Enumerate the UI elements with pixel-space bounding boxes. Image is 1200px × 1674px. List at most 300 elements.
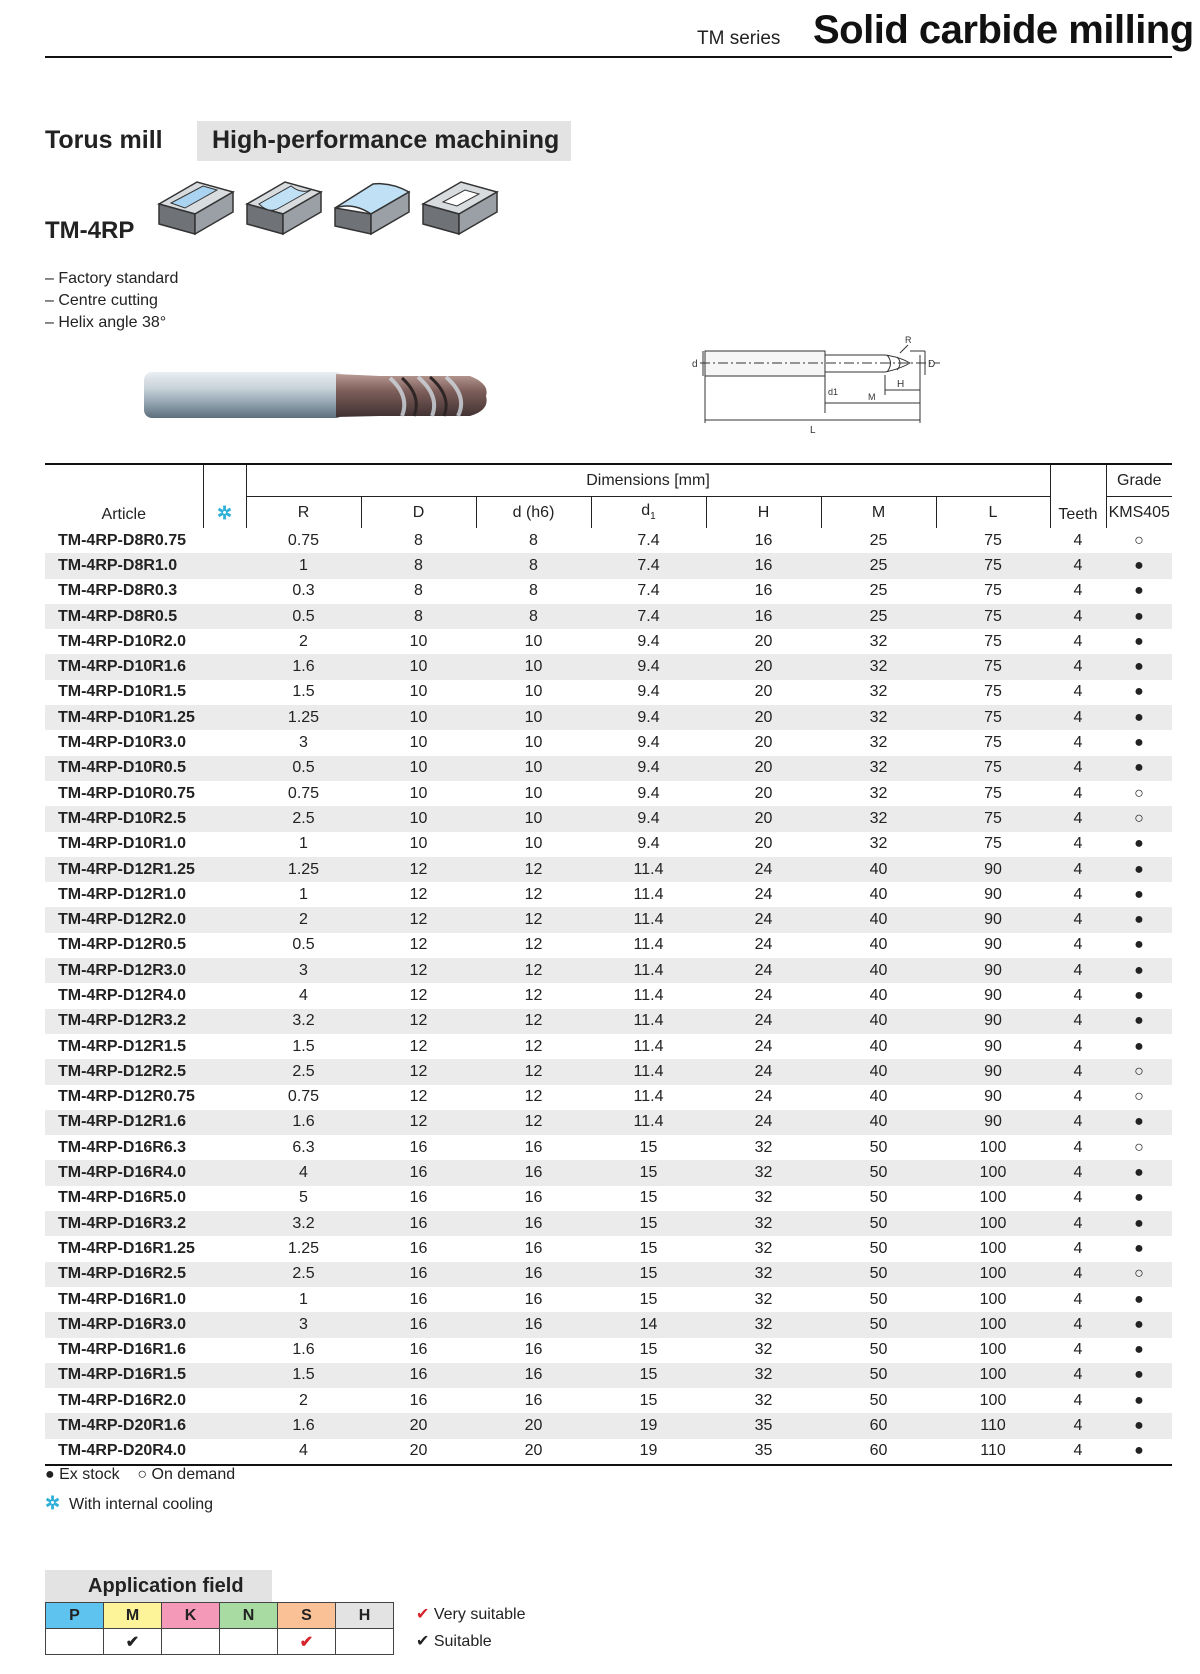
cell-article: TM-4RP-D16R1.5 bbox=[45, 1363, 203, 1388]
cell-H: 24 bbox=[706, 907, 821, 932]
cell-R: 0.75 bbox=[287, 1088, 320, 1106]
cell-grade: ● bbox=[1106, 1363, 1172, 1388]
cell-D: 10 bbox=[361, 705, 476, 730]
cell-R: 1 bbox=[299, 885, 308, 903]
cell-article: TM-4RP-D12R4.0 bbox=[58, 986, 187, 1004]
cell-article: TM-4RP-D16R1.25 bbox=[58, 1239, 195, 1257]
col-header-M: M bbox=[821, 497, 936, 529]
cell-M: 32 bbox=[869, 835, 888, 853]
cell-article: TM-4RP-D10R3.0 bbox=[58, 734, 187, 752]
cell-grade: ● bbox=[1134, 1037, 1144, 1055]
cell-teeth: 4 bbox=[1073, 734, 1083, 752]
stock-legend bbox=[45, 1466, 235, 1484]
cell-teeth: 4 bbox=[1073, 1341, 1083, 1359]
cell-H: 32 bbox=[754, 1341, 773, 1359]
cell-article: TM-4RP-D10R1.6 bbox=[45, 654, 203, 679]
cell-cooling bbox=[203, 958, 246, 983]
cell-teeth: 4 bbox=[1050, 1363, 1106, 1388]
cell-R: 4 bbox=[246, 1160, 361, 1185]
u-slot-icon bbox=[247, 182, 321, 234]
cell-cooling bbox=[203, 1085, 246, 1110]
cell-D: 16 bbox=[409, 1239, 428, 1257]
cell-L: 75 bbox=[936, 756, 1050, 781]
cell-d-h6: 12 bbox=[476, 1059, 591, 1084]
suitability-mark-n bbox=[220, 1629, 278, 1655]
cell-H: 24 bbox=[706, 857, 821, 882]
table-row bbox=[45, 907, 1172, 932]
cell-d1: 19 bbox=[591, 1439, 706, 1465]
cell-D: 8 bbox=[414, 582, 423, 600]
cell-R: 1.25 bbox=[246, 705, 361, 730]
cell-article: TM-4RP-D12R0.75 bbox=[58, 1088, 195, 1106]
cell-article: TM-4RP-D12R1.5 bbox=[58, 1037, 187, 1055]
cell-H: 20 bbox=[754, 683, 773, 701]
cell-H: 32 bbox=[754, 1138, 773, 1156]
cell-d1: 15 bbox=[639, 1239, 658, 1257]
table-row bbox=[45, 1338, 1172, 1363]
header-rule bbox=[45, 56, 1172, 58]
cell-H: 24 bbox=[706, 958, 821, 983]
cell-D: 12 bbox=[409, 1037, 428, 1055]
cell-article: TM-4RP-D16R1.6 bbox=[58, 1341, 187, 1359]
table-row bbox=[45, 1009, 1172, 1034]
cell-cooling bbox=[203, 1009, 246, 1034]
cell-teeth: 4 bbox=[1073, 986, 1083, 1004]
cell-R: 0.75 bbox=[287, 531, 320, 549]
cell-D: 10 bbox=[409, 632, 428, 650]
cell-article: TM-4RP-D10R2.5 bbox=[45, 806, 203, 831]
table-row bbox=[45, 983, 1172, 1008]
cell-d1: 15 bbox=[591, 1363, 706, 1388]
cell-grade: ○ bbox=[1106, 1262, 1172, 1287]
cell-D: 16 bbox=[409, 1290, 428, 1308]
cell-d-h6: 10 bbox=[524, 632, 543, 650]
cell-H: 24 bbox=[754, 1088, 773, 1106]
cell-D: 10 bbox=[409, 835, 428, 853]
cell-L: 100 bbox=[979, 1290, 1007, 1308]
cell-L: 90 bbox=[936, 1009, 1050, 1034]
cell-grade: ● bbox=[1134, 986, 1144, 1004]
cell-M: 60 bbox=[821, 1413, 936, 1438]
cell-R: 1.25 bbox=[246, 857, 361, 882]
cell-R: 4 bbox=[246, 1439, 361, 1465]
table-row bbox=[45, 1363, 1172, 1388]
tool-photo bbox=[140, 366, 500, 426]
cell-grade: ● bbox=[1106, 1160, 1172, 1185]
cell-grade: ● bbox=[1134, 835, 1144, 853]
very-suitable-mark: ✔ bbox=[416, 1606, 430, 1623]
cell-cooling bbox=[203, 1211, 246, 1236]
cell-H: 16 bbox=[754, 582, 773, 600]
table-row bbox=[45, 1236, 1172, 1261]
cell-d1: 15 bbox=[639, 1391, 658, 1409]
cell-M: 40 bbox=[821, 1059, 936, 1084]
cell-grade: ● bbox=[1134, 1290, 1144, 1308]
cell-D: 10 bbox=[361, 756, 476, 781]
cell-grade: ● bbox=[1106, 1413, 1172, 1438]
cell-grade: ● bbox=[1106, 1211, 1172, 1236]
cell-L: 90 bbox=[984, 1088, 1002, 1106]
application-title: Application field bbox=[88, 1575, 244, 1597]
cooling-legend bbox=[45, 1493, 213, 1514]
suitability-mark-h bbox=[336, 1629, 394, 1655]
cell-cooling bbox=[203, 1287, 246, 1312]
cell-grade: ● bbox=[1106, 857, 1172, 882]
cell-grade: ● bbox=[1134, 734, 1144, 752]
table-row bbox=[45, 806, 1172, 831]
col-header-article: Article bbox=[45, 464, 203, 528]
table-row bbox=[45, 1287, 1172, 1312]
suitability-mark-p bbox=[46, 1629, 104, 1655]
cell-R: 2 bbox=[299, 1391, 308, 1409]
cell-L: 90 bbox=[936, 907, 1050, 932]
cell-d1: 7.4 bbox=[637, 531, 660, 549]
suitability-mark-s: ✔ bbox=[278, 1629, 336, 1655]
cell-D: 12 bbox=[409, 986, 428, 1004]
cell-L: 100 bbox=[936, 1211, 1050, 1236]
feature-list bbox=[45, 268, 178, 334]
cell-d-h6: 10 bbox=[476, 705, 591, 730]
cell-grade: ● bbox=[1106, 1009, 1172, 1034]
cell-grade: ○ bbox=[1134, 1138, 1144, 1156]
cell-d1: 11.4 bbox=[633, 936, 664, 954]
cell-teeth: 4 bbox=[1073, 936, 1083, 954]
cell-d-h6: 16 bbox=[524, 1341, 543, 1359]
cell-d1: 15 bbox=[591, 1160, 706, 1185]
cell-teeth: 4 bbox=[1050, 1009, 1106, 1034]
cell-article: TM-4RP-D8R1.0 bbox=[45, 553, 203, 578]
material-s: S bbox=[278, 1603, 336, 1629]
dim-label-H: H bbox=[897, 379, 905, 390]
cell-grade: ● bbox=[1106, 756, 1172, 781]
cell-article: TM-4RP-D12R0.5 bbox=[58, 936, 187, 954]
cell-H: 24 bbox=[754, 1037, 773, 1055]
cell-d1: 14 bbox=[591, 1312, 706, 1337]
cell-L: 75 bbox=[984, 632, 1002, 650]
cell-d1: 11.4 bbox=[633, 1088, 664, 1106]
cell-article: TM-4RP-D16R6.3 bbox=[58, 1138, 187, 1156]
cell-cooling bbox=[203, 579, 246, 604]
cell-H: 32 bbox=[754, 1290, 773, 1308]
cell-D: 12 bbox=[361, 907, 476, 932]
table-row bbox=[45, 730, 1172, 755]
cell-teeth: 4 bbox=[1073, 1239, 1083, 1257]
cell-d-h6: 20 bbox=[476, 1413, 591, 1438]
cell-article: TM-4RP-D10R1.25 bbox=[45, 705, 203, 730]
cooling-icon: ✲ bbox=[216, 503, 233, 523]
cell-R: 3 bbox=[246, 958, 361, 983]
col-header-kms405: KMS405 bbox=[1108, 503, 1170, 521]
cell-M: 32 bbox=[821, 756, 936, 781]
cell-d1: 15 bbox=[639, 1341, 658, 1359]
cell-d1: 11.4 bbox=[633, 885, 664, 903]
cell-R: 1.5 bbox=[246, 1363, 361, 1388]
cell-D: 16 bbox=[361, 1363, 476, 1388]
cell-R: 0.5 bbox=[246, 756, 361, 781]
cell-H: 32 bbox=[754, 1391, 773, 1409]
cell-R: 3 bbox=[299, 734, 308, 752]
table-row bbox=[45, 1388, 1172, 1413]
cell-d-h6: 10 bbox=[524, 835, 543, 853]
series-label: TM series bbox=[697, 28, 781, 49]
table-row bbox=[45, 958, 1172, 983]
cell-R: 3.2 bbox=[246, 1009, 361, 1034]
cell-grade: ● bbox=[1106, 1439, 1172, 1465]
cell-teeth: 4 bbox=[1073, 1037, 1083, 1055]
cell-D: 16 bbox=[409, 1138, 428, 1156]
cell-R: 1.6 bbox=[246, 654, 361, 679]
cell-cooling bbox=[203, 553, 246, 578]
cell-cooling bbox=[203, 1110, 246, 1135]
cell-M: 32 bbox=[821, 806, 936, 831]
table-row bbox=[45, 1312, 1172, 1337]
cell-D: 12 bbox=[361, 1059, 476, 1084]
cell-article: TM-4RP-D12R1.0 bbox=[58, 885, 187, 903]
cell-teeth: 4 bbox=[1050, 1211, 1106, 1236]
material-p: P bbox=[46, 1603, 104, 1629]
cell-R: 0.3 bbox=[292, 582, 315, 600]
cell-R: 0.5 bbox=[246, 604, 361, 629]
cell-L: 100 bbox=[936, 1312, 1050, 1337]
material-n: N bbox=[220, 1603, 278, 1629]
cell-d-h6: 20 bbox=[476, 1439, 591, 1465]
cooling-legend-icon: ✲ bbox=[45, 1493, 61, 1513]
cell-H: 24 bbox=[706, 1059, 821, 1084]
table-row bbox=[45, 680, 1172, 705]
cell-grade: ● bbox=[1134, 683, 1144, 701]
table-row bbox=[45, 1439, 1172, 1465]
cell-H: 32 bbox=[706, 1211, 821, 1236]
cell-D: 12 bbox=[409, 936, 428, 954]
cell-D: 12 bbox=[361, 958, 476, 983]
cell-article: TM-4RP-D10R1.5 bbox=[58, 683, 187, 701]
cell-M: 40 bbox=[821, 958, 936, 983]
cell-D: 8 bbox=[361, 553, 476, 578]
cell-H: 20 bbox=[706, 705, 821, 730]
cell-R: 2.5 bbox=[246, 806, 361, 831]
table-row bbox=[45, 604, 1172, 629]
cell-cooling bbox=[203, 604, 246, 629]
cell-d1: 7.4 bbox=[637, 582, 660, 600]
machining-operation-icons bbox=[157, 178, 497, 238]
cell-M: 50 bbox=[821, 1211, 936, 1236]
cell-teeth: 4 bbox=[1050, 1110, 1106, 1135]
cell-grade: ○ bbox=[1134, 531, 1144, 549]
cell-D: 16 bbox=[409, 1189, 428, 1207]
cell-d1: 11.4 bbox=[591, 1059, 706, 1084]
cell-D: 20 bbox=[361, 1439, 476, 1465]
cell-H: 32 bbox=[706, 1262, 821, 1287]
cell-L: 75 bbox=[984, 835, 1002, 853]
cell-d-h6: 12 bbox=[524, 986, 543, 1004]
cell-grade: ● bbox=[1106, 553, 1172, 578]
cell-R: 1.5 bbox=[292, 683, 315, 701]
cell-L: 75 bbox=[984, 734, 1002, 752]
suitable-legend bbox=[416, 1631, 492, 1651]
cell-article: TM-4RP-D20R1.6 bbox=[45, 1413, 203, 1438]
cell-d1: 9.4 bbox=[637, 683, 660, 701]
cell-M: 50 bbox=[821, 1262, 936, 1287]
cell-d1: 15 bbox=[639, 1189, 658, 1207]
cell-teeth: 4 bbox=[1073, 1088, 1083, 1106]
cell-L: 100 bbox=[936, 1363, 1050, 1388]
cell-L: 100 bbox=[936, 1160, 1050, 1185]
cell-M: 40 bbox=[821, 857, 936, 882]
dimension-drawing bbox=[692, 335, 980, 445]
cell-R: 2.5 bbox=[246, 1262, 361, 1287]
table-row bbox=[45, 933, 1172, 958]
cell-D: 16 bbox=[409, 1391, 428, 1409]
cell-teeth: 4 bbox=[1050, 1312, 1106, 1337]
col-header-d1-base: d bbox=[641, 502, 651, 520]
cell-d1: 15 bbox=[639, 1138, 658, 1156]
cell-d-h6: 12 bbox=[524, 936, 543, 954]
cell-d1: 11.4 bbox=[591, 907, 706, 932]
cell-R: 5 bbox=[299, 1189, 308, 1207]
cell-grade: ● bbox=[1106, 958, 1172, 983]
cell-M: 40 bbox=[821, 1110, 936, 1135]
cell-L: 90 bbox=[936, 857, 1050, 882]
cell-cooling bbox=[203, 1363, 246, 1388]
very-suitable-legend bbox=[416, 1604, 525, 1624]
cell-R: 6.3 bbox=[292, 1138, 315, 1156]
cooling-legend-label: With internal cooling bbox=[68, 1496, 214, 1513]
cell-d1: 9.4 bbox=[591, 654, 706, 679]
cell-article: TM-4RP-D10R0.5 bbox=[45, 756, 203, 781]
cell-R: 1.25 bbox=[287, 1239, 320, 1257]
cell-L: 90 bbox=[984, 885, 1002, 903]
cell-M: 32 bbox=[869, 683, 888, 701]
cell-L: 90 bbox=[936, 1110, 1050, 1135]
cell-grade: ● bbox=[1134, 1391, 1144, 1409]
cell-D: 16 bbox=[361, 1160, 476, 1185]
cell-d-h6: 16 bbox=[476, 1312, 591, 1337]
cell-teeth: 4 bbox=[1073, 1138, 1083, 1156]
cell-M: 50 bbox=[869, 1341, 888, 1359]
cell-teeth: 4 bbox=[1050, 1262, 1106, 1287]
cell-teeth: 4 bbox=[1050, 857, 1106, 882]
table-row bbox=[45, 1262, 1172, 1287]
feature-item: – Factory standard bbox=[45, 270, 179, 287]
cell-M: 50 bbox=[869, 1391, 888, 1409]
cell-L: 90 bbox=[984, 936, 1002, 954]
table-row bbox=[45, 1160, 1172, 1185]
cell-H: 16 bbox=[754, 531, 773, 549]
cell-teeth: 4 bbox=[1073, 885, 1083, 903]
cell-grade: ○ bbox=[1134, 1088, 1144, 1106]
cell-cooling bbox=[203, 1388, 246, 1413]
article-table-body bbox=[45, 528, 1172, 1465]
col-header-R: R bbox=[246, 497, 361, 529]
cell-teeth: 4 bbox=[1073, 1290, 1083, 1308]
slot-icon bbox=[159, 182, 233, 234]
cell-M: 32 bbox=[869, 632, 888, 650]
cell-L: 100 bbox=[936, 1262, 1050, 1287]
cell-H: 20 bbox=[706, 654, 821, 679]
cell-M: 40 bbox=[821, 907, 936, 932]
cell-R: 0.5 bbox=[292, 936, 315, 954]
table-row bbox=[45, 1110, 1172, 1135]
cell-M: 50 bbox=[821, 1363, 936, 1388]
cell-grade: ● bbox=[1134, 582, 1144, 600]
cell-H: 32 bbox=[754, 1239, 773, 1257]
cell-d-h6: 12 bbox=[524, 885, 543, 903]
cell-d1: 9.4 bbox=[637, 835, 660, 853]
cell-article: TM-4RP-D16R3.0 bbox=[45, 1312, 203, 1337]
cell-article: TM-4RP-D16R4.0 bbox=[45, 1160, 203, 1185]
cell-cooling bbox=[203, 528, 246, 553]
cell-M: 25 bbox=[869, 582, 888, 600]
cell-d-h6: 16 bbox=[476, 1160, 591, 1185]
cell-teeth: 4 bbox=[1073, 683, 1083, 701]
cell-M: 50 bbox=[869, 1138, 888, 1156]
cell-M: 40 bbox=[869, 885, 888, 903]
very-suitable-label: Very suitable bbox=[433, 1606, 526, 1623]
cell-cooling bbox=[203, 705, 246, 730]
table-row bbox=[45, 528, 1172, 553]
cell-article: TM-4RP-D8R0.75 bbox=[58, 531, 187, 549]
cell-grade: ○ bbox=[1106, 1059, 1172, 1084]
cell-D: 12 bbox=[361, 857, 476, 882]
cell-D: 16 bbox=[361, 1262, 476, 1287]
cell-cooling bbox=[203, 1034, 246, 1059]
table-row bbox=[45, 654, 1172, 679]
cell-teeth: 4 bbox=[1050, 1439, 1106, 1465]
table-row bbox=[45, 882, 1172, 907]
cell-cooling bbox=[203, 654, 246, 679]
cell-grade: ● bbox=[1106, 654, 1172, 679]
cell-H: 20 bbox=[706, 806, 821, 831]
cell-teeth: 4 bbox=[1050, 907, 1106, 932]
cell-cooling bbox=[203, 680, 246, 705]
cell-d1: 15 bbox=[591, 1262, 706, 1287]
cell-d1: 9.4 bbox=[591, 705, 706, 730]
suitability-mark-k bbox=[162, 1629, 220, 1655]
cell-cooling bbox=[203, 832, 246, 857]
material-m: M bbox=[104, 1603, 162, 1629]
cell-H: 20 bbox=[754, 835, 773, 853]
cell-article: TM-4RP-D10R1.0 bbox=[58, 835, 187, 853]
cell-teeth: 4 bbox=[1050, 756, 1106, 781]
cell-d-h6: 16 bbox=[476, 1262, 591, 1287]
cell-D: 16 bbox=[361, 1312, 476, 1337]
feature-item: – Centre cutting bbox=[45, 292, 158, 309]
cell-R: 1.6 bbox=[246, 1413, 361, 1438]
product-model: TM-4RP bbox=[45, 217, 135, 244]
cell-d1: 9.4 bbox=[637, 632, 660, 650]
cell-H: 16 bbox=[706, 553, 821, 578]
feature-item: – Helix angle 38° bbox=[45, 314, 167, 331]
cell-article: TM-4RP-D16R2.0 bbox=[58, 1391, 187, 1409]
table-row bbox=[45, 629, 1172, 654]
cell-M: 32 bbox=[821, 654, 936, 679]
cell-M: 40 bbox=[869, 1088, 888, 1106]
cell-D: 8 bbox=[361, 604, 476, 629]
cell-M: 32 bbox=[869, 734, 888, 752]
cell-article: TM-4RP-D16R2.5 bbox=[45, 1262, 203, 1287]
table-row bbox=[45, 705, 1172, 730]
cell-R: 0.75 bbox=[287, 784, 320, 802]
cell-grade: ○ bbox=[1106, 806, 1172, 831]
cell-teeth: 4 bbox=[1073, 582, 1083, 600]
cell-teeth: 4 bbox=[1073, 1391, 1083, 1409]
cell-M: 60 bbox=[821, 1439, 936, 1465]
cell-teeth: 4 bbox=[1050, 958, 1106, 983]
cell-M: 32 bbox=[821, 705, 936, 730]
dim-label-D: D bbox=[928, 359, 936, 370]
cell-grade: ● bbox=[1134, 885, 1144, 903]
cell-M: 40 bbox=[821, 1009, 936, 1034]
